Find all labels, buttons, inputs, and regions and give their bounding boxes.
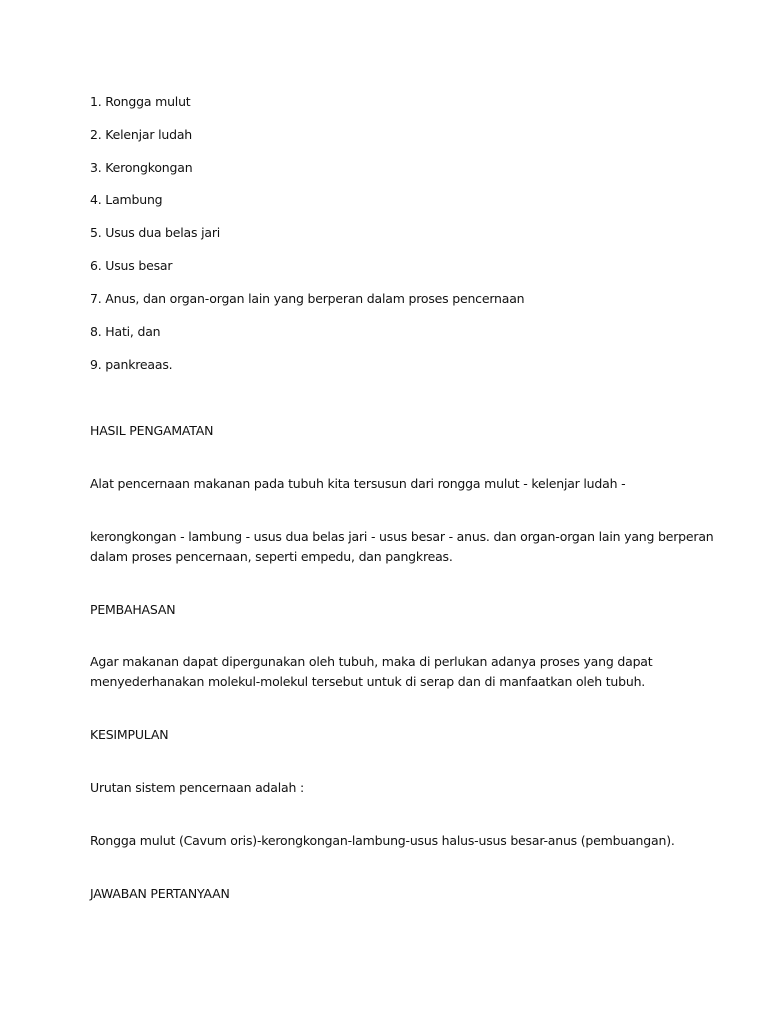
pembahasan-line-1: Agar makanan dapat dipergunakan oleh tubuh, maka di perlukan adanya proses yang dapat [90, 654, 653, 669]
list-item-8: 8. Hati, dan [90, 324, 161, 339]
list-item-2: 2. Kelenjar ludah [90, 127, 193, 142]
kesimpulan-paragraph-2: Rongga mulut (Cavum oris)-kerongkongan-lambung-usus halus-usus besar-anus (pembuangan). [90, 833, 675, 848]
hasil-heading: HASIL PENGAMATAN [90, 423, 214, 438]
jawaban-heading: JAWABAN PERTANYAAN [90, 886, 230, 901]
kesimpulan-paragraph-1: Urutan sistem pencernaan adalah : [90, 780, 304, 795]
hasil-paragraph-1: Alat pencernaan makanan pada tubuh kita tersusun dari rongga mulut - kelenjar ludah - [90, 476, 626, 491]
hasil-paragraph-2-line-2: dalam proses pencernaan, seperti empedu, dan pangkreas. [90, 549, 453, 564]
hasil-paragraph-2-line-1: kerongkongan - lambung - usus dua belas jari - usus besar - anus. dan organ-organ lain yang berperan [90, 529, 714, 544]
list-item-1: 1. Rongga mulut [90, 94, 191, 109]
list-item-4: 4. Lambung [90, 192, 163, 207]
pembahasan-heading: PEMBAHASAN [90, 602, 176, 617]
list-item-5: 5. Usus dua belas jari [90, 225, 221, 240]
list-item-7: 7. Anus, dan organ-organ lain yang berperan dalam proses pencernaan [90, 291, 525, 306]
list-item-6: 6. Usus besar [90, 258, 173, 273]
pembahasan-line-2: menyederhanakan molekul-molekul tersebut untuk di serap dan di manfaatkan oleh tubuh. [90, 674, 646, 689]
kesimpulan-heading: KESIMPULAN [90, 727, 169, 742]
list-item-3: 3. Kerongkongan [90, 160, 193, 175]
list-item-9: 9. pankreaas. [90, 357, 173, 372]
